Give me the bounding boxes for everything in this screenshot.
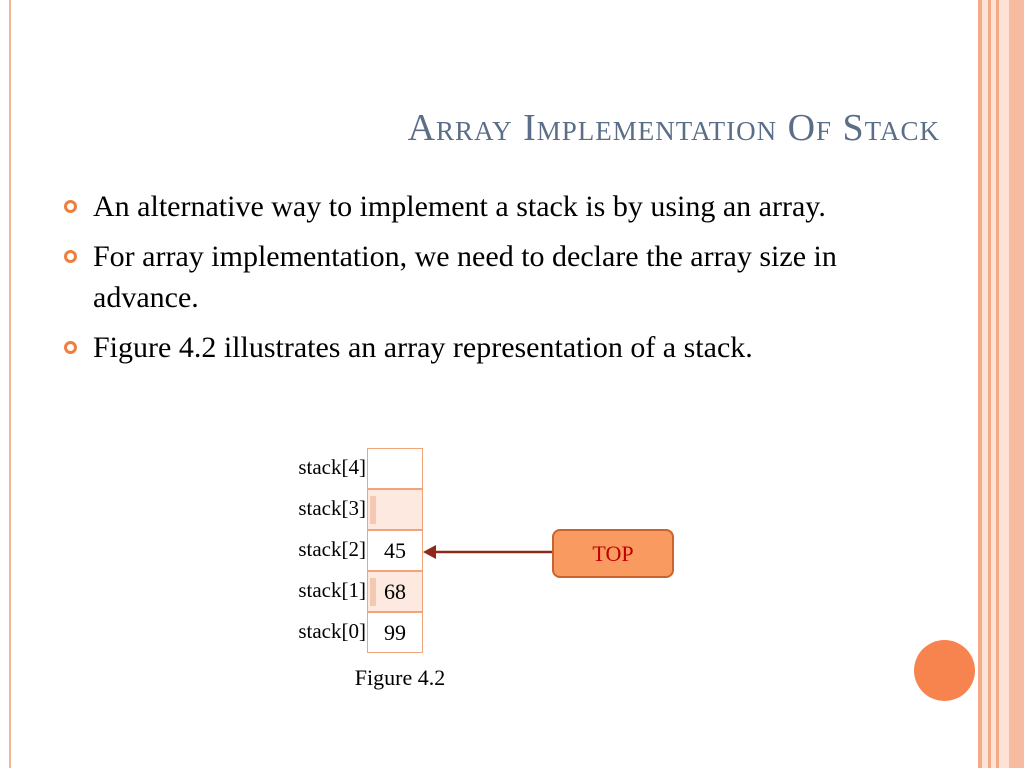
top-pointer-box: TOP [552,529,674,578]
stack-slot-label: stack[1] [298,578,366,602]
stack-slot-label: stack[0] [298,619,366,643]
arrow-head [423,545,436,559]
stack-slot-label: stack[2] [298,537,366,561]
bullet-text: An alternative way to implement a stack is by using an array. [93,190,826,223]
stack-cell-value: 45 [384,538,406,563]
bullet-text: For array implementation, we need to declare the array size in advance. [93,240,837,314]
stack-slot-label: stack[4] [298,455,366,479]
decorative-circle [914,640,975,701]
stack-cell-value: 68 [384,579,406,604]
figure-caption: Figure 4.2 [354,665,446,690]
stack-cell-value: 99 [384,620,406,645]
slide-title: Array Implementation Of Stack [407,107,940,149]
bullet-text: Figure 4.2 illustrates an array representation of a stack. [93,331,753,364]
stack-slot-label: stack[3] [298,496,366,520]
